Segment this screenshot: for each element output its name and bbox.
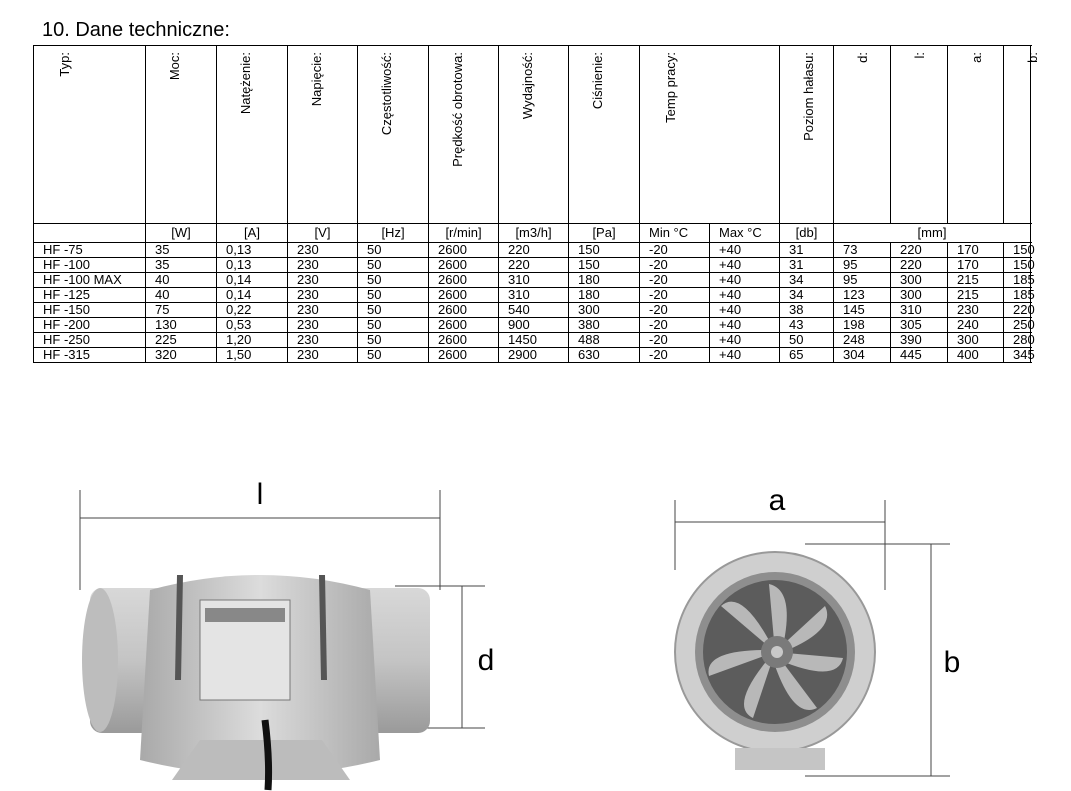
table-cell: 198 [834, 318, 891, 333]
table-cell: 1,50 [217, 348, 288, 363]
table-cell: 220 [891, 243, 948, 258]
table-cell: 50 [358, 273, 429, 288]
table-cell: 240 [948, 318, 1004, 333]
table-cell: 2600 [429, 273, 499, 288]
header-row [34, 46, 1031, 224]
table-cell: -20 [640, 348, 710, 363]
table-cell: 170 [948, 258, 1004, 273]
header-cell [34, 46, 146, 224]
table-cell: 540 [499, 303, 569, 318]
table-cell: 31 [780, 258, 834, 273]
table-cell: 2600 [429, 258, 499, 273]
fan-side-view-drawing [60, 470, 500, 790]
header-cell [358, 46, 429, 224]
table-cell: 123 [834, 288, 891, 303]
table-cell: 300 [569, 303, 640, 318]
table-cell: 0,14 [217, 288, 288, 303]
header-cell [1004, 46, 1040, 224]
table-cell: 185 [1004, 288, 1031, 303]
header-label: Natężenie: [238, 52, 253, 115]
table-cell: 230 [288, 288, 358, 303]
table-cell: 1450 [499, 333, 569, 348]
table-cell: 50 [358, 258, 429, 273]
table-cell: 145 [834, 303, 891, 318]
table-cell: 50 [780, 333, 834, 348]
table-cell: 220 [499, 258, 569, 273]
header-cell [288, 46, 358, 224]
table-cell: 225 [146, 333, 217, 348]
header-label: a: [969, 52, 984, 63]
table-cell: 73 [834, 243, 891, 258]
table-cell: 400 [948, 348, 1004, 363]
table-cell: +40 [710, 348, 780, 363]
table-cell: HF -75 [34, 243, 146, 258]
table-cell: 0,13 [217, 258, 288, 273]
header-cell [948, 46, 1004, 224]
table-cell: -20 [640, 318, 710, 333]
table-cell: +40 [710, 333, 780, 348]
table-cell: 2600 [429, 288, 499, 303]
table-cell: 488 [569, 333, 640, 348]
table-cell: 220 [891, 258, 948, 273]
table-cell: -20 [640, 243, 710, 258]
header-label: Temp pracy: [663, 52, 678, 123]
table-cell: 230 [288, 318, 358, 333]
table-cell: +40 [710, 273, 780, 288]
header-cell [217, 46, 288, 224]
table-row [34, 303, 1031, 318]
table-row [34, 243, 1031, 258]
table-cell: 2600 [429, 243, 499, 258]
table-cell: 2600 [429, 333, 499, 348]
table-cell: 230 [948, 303, 1004, 318]
table-cell: 0,22 [217, 303, 288, 318]
unit-cell: Min °C [640, 224, 710, 243]
unit-cell: [A] [217, 224, 288, 243]
table-cell: 320 [146, 348, 217, 363]
table-cell: 35 [146, 258, 217, 273]
table-cell: HF -150 [34, 303, 146, 318]
table-cell: 1,20 [217, 333, 288, 348]
table-cell: 630 [569, 348, 640, 363]
table-cell: 220 [1004, 303, 1031, 318]
table-cell: 248 [834, 333, 891, 348]
table-cell: 50 [358, 243, 429, 258]
table-cell: 310 [499, 288, 569, 303]
table-cell: 250 [1004, 318, 1031, 333]
table-cell: 95 [834, 273, 891, 288]
header-label: Napięcie: [309, 52, 324, 107]
table-cell: 170 [948, 243, 1004, 258]
unit-cell: Max °C [710, 224, 780, 243]
table-cell: 900 [499, 318, 569, 333]
table-cell: 230 [288, 243, 358, 258]
unit-cell: [m3/h] [499, 224, 569, 243]
table-cell: 43 [780, 318, 834, 333]
table-cell: 230 [288, 333, 358, 348]
table-cell: 50 [358, 333, 429, 348]
table-cell: 0,14 [217, 273, 288, 288]
header-cell [834, 46, 891, 224]
table-cell: 50 [358, 318, 429, 333]
table-cell: 390 [891, 333, 948, 348]
table-cell: 345 [1004, 348, 1031, 363]
header-label: Prędkość obrotowa: [450, 52, 465, 167]
header-cell [569, 46, 640, 224]
table-cell: 95 [834, 258, 891, 273]
table-cell: 230 [288, 303, 358, 318]
header-label: Częstotliwość: [379, 52, 394, 136]
header-cell [640, 46, 780, 224]
table-cell: 38 [780, 303, 834, 318]
table-cell: 31 [780, 243, 834, 258]
header-label: Ciśnienie: [590, 52, 605, 110]
table-cell: HF -125 [34, 288, 146, 303]
table-cell: 300 [891, 273, 948, 288]
header-cell [780, 46, 834, 224]
table-cell: 2600 [429, 348, 499, 363]
table-cell: 34 [780, 273, 834, 288]
table-row [34, 333, 1031, 348]
table-row [34, 348, 1031, 363]
table-cell: 2900 [499, 348, 569, 363]
table-cell: 150 [569, 258, 640, 273]
table-cell: 220 [499, 243, 569, 258]
table-cell: 380 [569, 318, 640, 333]
table-cell: -20 [640, 303, 710, 318]
table-cell: +40 [710, 318, 780, 333]
header-label: d: [855, 52, 870, 63]
unit-cell: [Hz] [358, 224, 429, 243]
table-cell: +40 [710, 243, 780, 258]
dimension-l-label: l [256, 478, 264, 511]
header-label: l: [912, 52, 927, 59]
fan-front-view-drawing [665, 480, 965, 785]
header-label: Typ: [57, 52, 72, 77]
unit-cell: [W] [146, 224, 217, 243]
table-cell: 185 [1004, 273, 1031, 288]
table-cell: 304 [834, 348, 891, 363]
table-cell: 150 [569, 243, 640, 258]
table-cell: +40 [710, 303, 780, 318]
table-cell: 50 [358, 288, 429, 303]
table-cell: -20 [640, 258, 710, 273]
table-cell: 50 [358, 303, 429, 318]
table-cell: -20 [640, 273, 710, 288]
table-cell: 180 [569, 273, 640, 288]
table-cell: HF -250 [34, 333, 146, 348]
table-cell: 40 [146, 273, 217, 288]
table-cell: -20 [640, 333, 710, 348]
table-cell: +40 [710, 258, 780, 273]
table-cell: 310 [891, 303, 948, 318]
table-cell: 445 [891, 348, 948, 363]
dimension-b-label: b [943, 646, 961, 679]
technical-data-table [33, 45, 1040, 363]
table-cell: 230 [288, 348, 358, 363]
table-cell: 305 [891, 318, 948, 333]
page-title: 10. Dane techniczne: [42, 19, 230, 41]
table-cell: 300 [891, 288, 948, 303]
header-cell [499, 46, 569, 224]
header-cell [146, 46, 217, 224]
table-cell: 310 [499, 273, 569, 288]
unit-cell: [V] [288, 224, 358, 243]
table-cell: 0,13 [217, 243, 288, 258]
table-cell: HF -315 [34, 348, 146, 363]
table-cell: 180 [569, 288, 640, 303]
table-row [34, 258, 1031, 273]
table-cell: 130 [146, 318, 217, 333]
header-label: b: [1025, 52, 1040, 63]
table-cell: 34 [780, 288, 834, 303]
table-cell: 215 [948, 288, 1004, 303]
table-cell: 2600 [429, 318, 499, 333]
table-row [34, 273, 1031, 288]
table-cell: -20 [640, 288, 710, 303]
table-cell: 75 [146, 303, 217, 318]
unit-cell: [mm] [834, 224, 1031, 243]
units-row [34, 224, 1031, 243]
unit-cell: [Pa] [569, 224, 640, 243]
table-cell: 215 [948, 273, 1004, 288]
table-cell: 65 [780, 348, 834, 363]
header-cell [429, 46, 499, 224]
table-cell: 280 [1004, 333, 1031, 348]
header-cell [891, 46, 948, 224]
table-cell: HF -200 [34, 318, 146, 333]
dimension-d-label: d [477, 644, 495, 677]
table-row [34, 318, 1031, 333]
table-cell: +40 [710, 288, 780, 303]
table-cell: 50 [358, 348, 429, 363]
table-cell: 230 [288, 258, 358, 273]
table-cell: HF -100 [34, 258, 146, 273]
unit-cell: [db] [780, 224, 834, 243]
table-row [34, 288, 1031, 303]
unit-cell [34, 224, 146, 243]
table-cell: 35 [146, 243, 217, 258]
dimension-a-label: a [768, 484, 786, 517]
table-cell: 300 [948, 333, 1004, 348]
table-cell: 150 [1004, 243, 1031, 258]
table-cell: 0,53 [217, 318, 288, 333]
table-cell: 150 [1004, 258, 1031, 273]
header-label: Moc: [167, 52, 182, 81]
table-cell: HF -100 MAX [34, 273, 146, 288]
unit-cell: [r/min] [429, 224, 499, 243]
header-label: Poziom hałasu: [801, 52, 816, 141]
table-cell: 2600 [429, 303, 499, 318]
header-label: Wydajność: [520, 52, 535, 120]
table-cell: 230 [288, 273, 358, 288]
table-cell: 40 [146, 288, 217, 303]
